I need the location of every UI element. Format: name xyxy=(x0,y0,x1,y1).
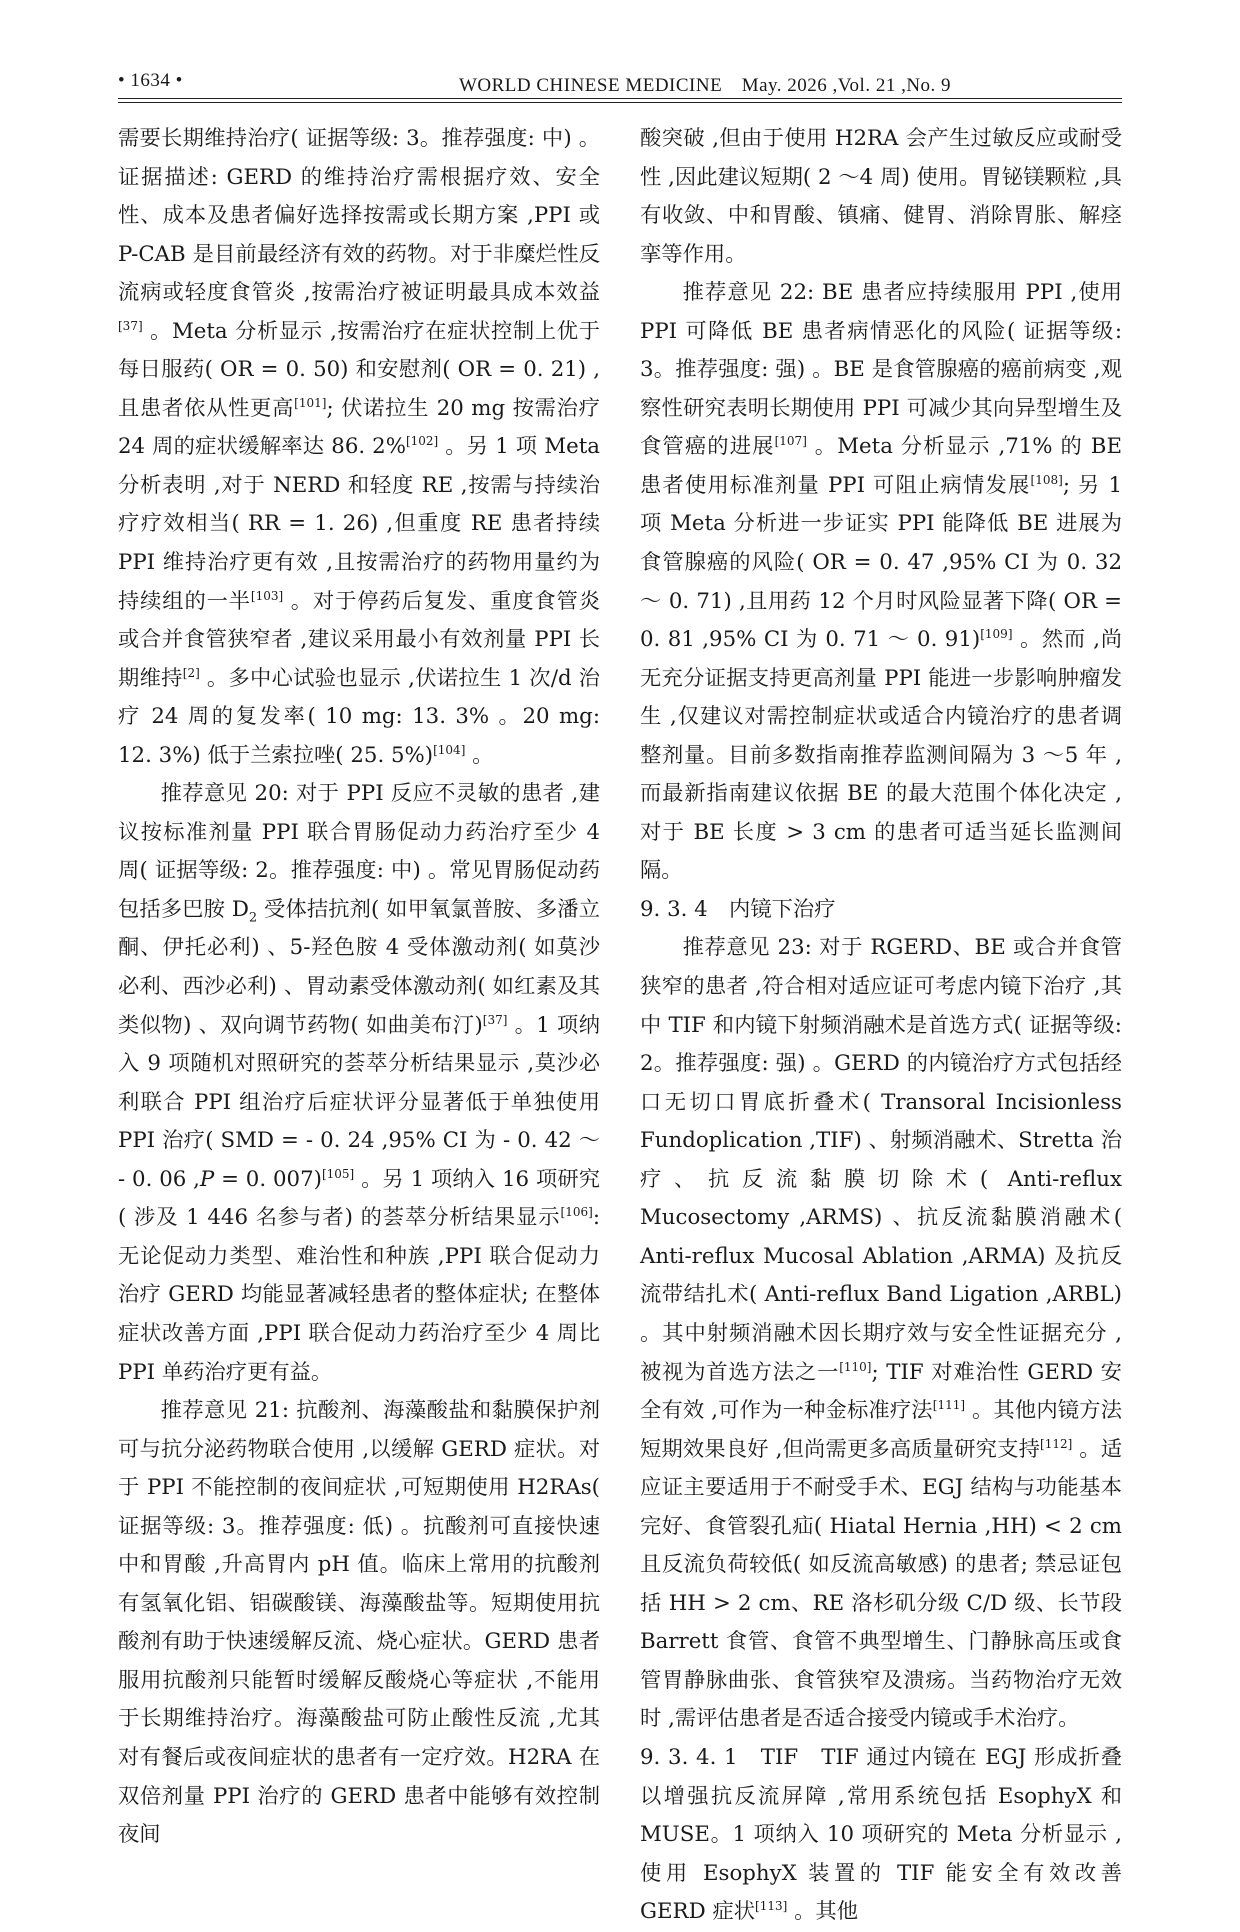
citation-marker: [113] xyxy=(755,1899,788,1914)
paragraph-tif: 9. 3. 4. 1 TIF TIF 通过内镜在 EGJ 形成折叠以增强抗反流屏障 ,常用系统包括 EsophyX 和 MUSE。1 项纳入 10 项研究的 Meta 分析显示 ,使用 EsophyX 装置的 TIF 能安全有效改善 GERD 症状[113] 。其他 xyxy=(640,1744,1122,1925)
citation-marker: [104] xyxy=(433,742,466,757)
rec20-subscript: 2 xyxy=(248,910,258,926)
paragraph-recommendation-21: 推荐意见 21: 抗酸剂、海藻酸盐和黏膜保护剂可与抗分泌药物联合使用 ,以缓解 GERD 症状。对于 PPI 不能控制的夜间症状 ,可短期使用 H2RAs( 证据等级: 3。推荐强度: 低) 。抗酸剂可直接快速中和胃酸 ,升高胃内 pH 值。临床上常用的抗酸剂有氢氧化铝、铝碳酸镁、海藻酸盐等。短期使用抗酸剂有助于快速缓解反流、烧心症状。GERD 患者服用抗酸剂只能暂时缓解反酸烧心等症状 ,不能用于长期维持治疗。海藻酸盐可防止酸性反流 ,尤其对有餐后或夜间症状的患者有一定疗效。H2RA 在双倍剂量 PPI 治疗的 GERD 患者中能够有效控制夜间 xyxy=(118,1398,600,1848)
citation-marker: [2] xyxy=(182,665,200,680)
citation-marker: [101] xyxy=(294,395,327,410)
citation-marker: [37] xyxy=(482,1012,508,1027)
citation-marker: [112] xyxy=(1040,1436,1073,1451)
citation-marker: [103] xyxy=(250,588,284,603)
citation-marker: [37] xyxy=(118,318,143,333)
rec20-text-c: = 0. 007)[105] 。另 1 项纳入 16 项研究( 涉及 1 446 名参与者) 的荟萃分析结果显示[106]: 无论促动力类型、难治性和种族 ,PPI 联合促动力治疗 GERD 均能显著减轻患者的整体症状; 在整体症状改善方面 ,PPI 联合促动力药治疗至少 4 周比 PPI 单药治疗更有益。 xyxy=(118,1166,600,1385)
journal-citation: WORLD CHINESE MEDICINE May. 2026 ,Vol. 21 ,No. 9 xyxy=(458,75,952,96)
left-column xyxy=(118,120,600,1855)
right-column xyxy=(640,120,1122,1932)
citation-marker: [105] xyxy=(321,1166,355,1181)
rec20-text-b: 受体拮抗剂( 如甲氧氯普胺、多潘立酮、伊托必利) 、5-羟色胺 4 受体激动剂( 如莫沙必利、西沙必利) 、胃动素受体激动剂( 如红素及其类似物) 、双向调节药物( 如曲美布汀)[37] 。1 项纳入 9 项随机对照研究的荟萃分析结果显示 ,莫沙必利联合 PPI 组治疗后症状评分显著低于单独使用 PPI 治疗( SMD = - 0. 24 ,95% CI 为 - 0. 42 ～ - 0. 06 , xyxy=(118,896,600,1192)
paragraph-recommendation-22: 推荐意见 22: BE 患者应持续服用 PPI ,使用 PPI 可降低 BE 患者病情恶化的风险( 证据等级: 3。推荐强度: 强) 。BE 是食管腺癌的癌前病变 ,观察性研究表明长期使用 PPI 可减少其向异型增生及食管癌的进展[107] 。Meta 分析显示 ,71% 的 BE 患者使用标准剂量 PPI 可阻止病情发展[108]; 另 1 项 Meta 分析进一步证实 PPI 能降低 BE 进展为食管腺癌的风险( OR = 0. 47 ,95% CI 为 0. 32 ～ 0. 71) ,且用药 12 个月时风险显著下降( OR = 0. 81 ,95% CI 为 0. 71 ～ 0. 91)[109] 。然而 ,尚无充分证据支持更高剂量 PPI 能进一步影响肿瘤发生 ,仅建议对需控制症状或适合内镜治疗的患者调整剂量。目前多数指南推荐监测间隔为 3 ～5 年 ,而最新指南建议依据 BE 的最大范围个体化决定 ,对于 BE 长度 > 3 cm 的患者可适当延长监测间隔。 xyxy=(640,280,1123,884)
citation-marker: [106] xyxy=(560,1205,593,1220)
citation-marker: [110] xyxy=(839,1359,872,1374)
paragraph-recommendation-20 xyxy=(118,775,600,1392)
citation-marker: [108] xyxy=(1030,472,1063,487)
rec20-text-a: 推荐意见 20: 对于 PPI 反应不灵敏的患者 ,建议按标准剂量 PPI 联合胃肠促动力药治疗至少 4 周( 证据等级: 2。推荐强度: 中) 。常见胃肠促动药包括多巴胺 D xyxy=(118,781,600,922)
citation-marker: [107] xyxy=(774,434,807,449)
citation-marker: [111] xyxy=(932,1397,966,1412)
header-rule-top xyxy=(118,98,1122,99)
rec20-p-symbol: P xyxy=(199,1166,215,1192)
citation-marker: [102] xyxy=(405,434,439,449)
citation-marker: [109] xyxy=(980,627,1013,642)
section-heading-endoscopic: 9. 3. 4 内镜下治疗 xyxy=(640,896,836,922)
paragraph-recommendation-23: 推荐意见 23: 对于 RGERD、BE 或合并食管狭窄的患者 ,符合相对适应证可考虑内镜下治疗 ,其中 TIF 和内镜下射频消融术是首选方式( 证据等级: 2。推荐强度: 强) 。GERD 的内镜治疗方式包括经口无切口胃底折叠术( Transoral Incisionless Fundoplication ,TIF) 、射频消融术、Stretta 治疗、抗反流黏膜切除术( Anti-reflux Mucosectomy ,ARMS) 、抗反流黏膜消融术( Anti-reflux Mucosal Ablation ,ARMA) 及抗反流带结扎术( Anti-reflux Band Ligation ,ARBL) 。其中射频消融术因长期疗效与安全性证据充分 ,被视为首选方法之一[110]; TIF 对难治性 GERD 安全有效 ,可作为一种金标准疗法[111] 。其他内镜方法短期效果良好 ,但尚需更多高质量研究支持[112] 。适应证主要适用于不耐受手术、EGJ 结构与功能基本完好、食管裂孔疝( Hiatal Hernia ,HH) < 2 cm 且反流负荷较低( 如反流高敏感) 的患者; 禁忌证包括 HH > 2 cm、RE 洛杉矶分级 C/D 级、长节段 Barrett 食管、食管不典型增生、门静脉高压或食管胃静脉曲张、食管狭窄及溃疡。当药物治疗无效时 ,需评估患者是否适合接受内镜或手术治疗。 xyxy=(640,935,1122,1732)
header-rule-bottom xyxy=(118,102,1122,103)
paragraph-h2ra-continuation: 酸突破 ,但由于使用 H2RA 会产生过敏反应或耐受性 ,因此建议短期( 2 ～4 周) 使用。胃铋镁颗粒 ,具有收敛、中和胃酸、镇痛、健胃、消除胃胀、解痉挛等作用。 xyxy=(640,126,1122,267)
running-header xyxy=(118,66,1122,100)
page-number: • 1634 • xyxy=(118,70,183,91)
paragraph-maintenance: 需要长期维持治疗( 证据等级: 3。推荐强度: 中) 。证据描述: GERD 的维持治疗需根据疗效、安全性、成本及患者偏好选择按需或长期方案 ,PPI 或 P-CAB 是目前最经济有效的药物。对于非糜烂性反流病或轻度食管炎 ,按需治疗被证明最具成本效益[37] 。Meta 分析显示 ,按需治疗在症状控制上优于每日服药( OR = 0. 50) 和安慰剂( OR = 0. 21) ,且患者依从性更高[101]; 伏诺拉生 20 mg 按需治疗 24 周的症状缓解率达 86. 2%[102] 。另 1 项 Meta 分析表明 ,对于 NERD 和轻度 RE ,按需与持续治疗疗效相当( RR = 1. 26) ,但重度 RE 患者持续 PPI 维持治疗更有效 ,且按需治疗的药物用量约为持续组的一半[103] 。对于停药后复发、重度食管炎或合并食管狭窄者 ,建议采用最小有效剂量 PPI 长期维持[2] 。多中心试验也显示 ,伏诺拉生 1 次/d 治疗 24 周的复发率( 10 mg: 13. 3% 。20 mg: 12. 3%) 低于兰索拉唑( 25. 5%)[104] 。 xyxy=(118,126,600,768)
